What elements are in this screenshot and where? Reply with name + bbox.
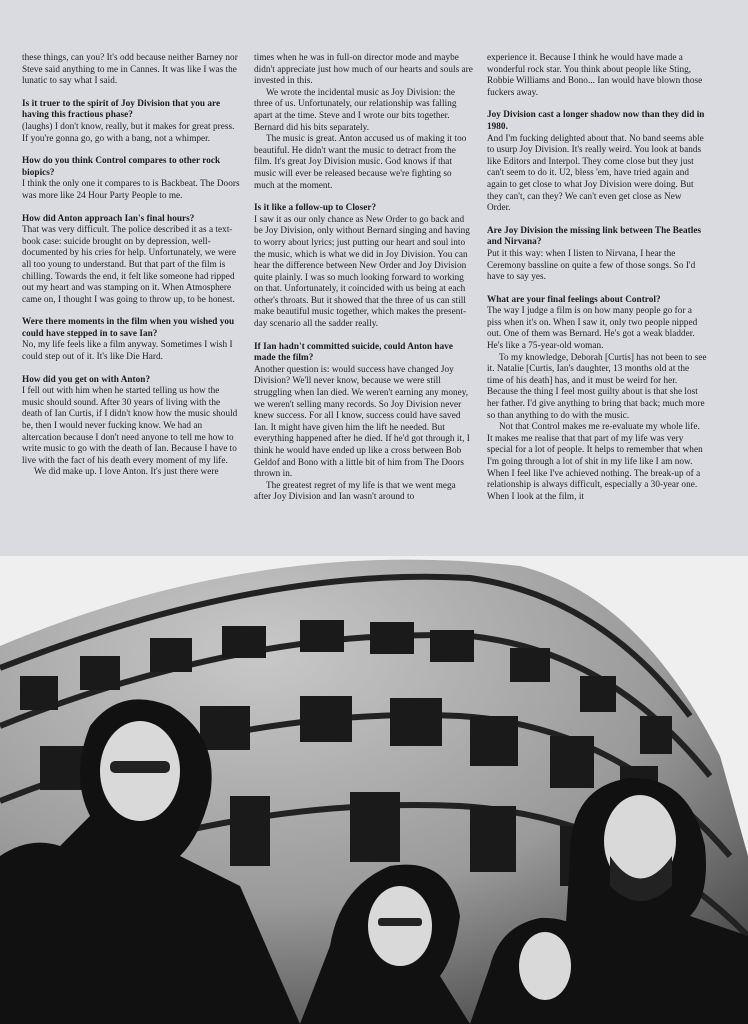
interview-answer: Put it this way: when I listen to Nirvana, I hear the Ceremony bassline on quite a few of those songs. So I'd have to say yes.: [487, 247, 696, 282]
interview-question: Is it like a follow-up to Closer?: [254, 202, 377, 213]
interview-question: Are Joy Division the missing link between The Beatles and Nirvana?: [487, 224, 702, 247]
article-column-3: [487, 52, 707, 502]
interview-answer: Another question is: would success have changed Joy Division? We'll never know, because we were still struggling when Ian died. We weren't earning any money, we weren't selling many records. So Joy Division never knew success. For all I know, success could have saved Ian. It might have given him the lift he needed. But everything happened after he died. If he'd got through it, I think he would have ended up like a cross between Bob Geldof and Bono with a little bit of him from The Doors thrown in.: [254, 363, 470, 479]
interview-answer: And I'm fucking delighted about that. No band seems able to usurp Joy Division. It's really weird. You look at bands like Editors and Interpol. They come close but they just can't seem to do it. U2, bless 'em, have tried again and again to get close to what Joy Division were doing. But they can't, can they? We can't even get close as New Order.: [487, 132, 704, 213]
interview-question: How did Anton approach Ian's final hours?: [22, 212, 195, 223]
interview-answer: We did make up. I love Anton. It's just there were: [34, 466, 219, 477]
interview-question: What are your final feelings about Control?: [487, 293, 661, 304]
interview-answer: No, my life feels like a film anyway. Sometimes I wish I could step out of it. It's like Die Hard.: [22, 339, 233, 362]
interview-answer: these things, can you? It's odd because neither Barney nor Steve said anything to me in Cannes. It was like I was the lunatic to say what I said.: [22, 52, 238, 86]
interview-answer: I saw it as our only chance as New Order to go back and be Joy Division, only without Bernard singing and having to worry about lyrics; just putting our heart and soul into the music, which is what we did in Joy Division. You can hear the difference between New Order and Joy Division quite plainly. I was so much looking forward to working on that. Unfortunately, it coincided with us being at each other's throats. But it showed that the three of us can still make beautiful music together, which makes the present-day scenario all the sadder really.: [254, 213, 470, 329]
interview-question: How do you think Control compares to other rock biopics?: [22, 155, 221, 177]
interview-question: Were there moments in the film when you wished you could have stepped in to save Ian?: [22, 316, 235, 338]
interview-answer: That was very difficult. The police described it as a text-book case: suicide brought on by depression, well-documented by his cries for help. Unfortunately, we were all too young to understand. But that part of the film is chilling. Towards the end, it felt like someone had ripped out my heart and was stamping on it. When Atmosphere came on, I thought I was going to throw up, to be honest.: [22, 224, 236, 304]
interview-answer: We wrote the incidental music as Joy Division: the three of us. Unfortunately, our relationship was falling apart at the time. Steve and I wrote our bits together. Bernard did his bits separately.: [254, 86, 457, 132]
interview-answer: I think the only one it compares to is Backbeat. The Doors was more like 24 Hour Party People to me.: [22, 178, 240, 200]
interview-answer: The greatest regret of my life is that we went mega after Joy Division and Ian wasn't around to: [254, 479, 456, 502]
interview-answer: Not that Control makes me re-evaluate my whole life. It makes me realise that that part of my life was very special for a lot of people. It helps to remember that when I'm going through a lot of shit in my life like I am now. When I feel like I've achieved nothing. The break-up of a relationship is always difficult, especially a 30-year one. When I look at the film, it: [487, 421, 703, 501]
interview-question: Is it truer to the spirit of Joy Division that you are having this fractious phase?: [22, 97, 221, 120]
interview-question: If Ian hadn't committed suicide, could Anton have made the film?: [254, 340, 453, 363]
band-photo-image: [0, 556, 748, 1024]
interview-answer: The music is great. Anton accused us of making it too beautiful. He didn't want the music to detract from the film. It's great Joy Division music. God knows if that music will ever be released because we're fighting so much at the moment.: [254, 133, 467, 190]
interview-answer: experience it. Because I think he would have made a wonderful rock star. You think about people like Sting, Robbie Williams and Bono... Ian would have blown those fuckers away.: [487, 52, 703, 97]
interview-answer: To my knowledge, Deborah [Curtis] has not been to see it. Natalie [Curtis, Ian's daughter, 13 months old at the time of his death] has, and it must be weird for her. Because the thing I feel most guilty about is that she lost her father. I'd give anything to bring that back; much more so than anything to do with the music.: [487, 351, 707, 420]
interview-answer: The way I judge a film is on how many people go for a piss when it's on. When I saw it, only two people nipped out. One of them was Bernard. He's got a weak bladder. He's like a 75-year-old woman.: [487, 305, 698, 351]
article-column-2: [254, 52, 474, 503]
band-photo: [0, 556, 748, 1024]
interview-answer: times when he was in full-on director mode and maybe didn't appreciate just how much of our hearts and souls are invested in this.: [254, 52, 473, 86]
interview-answer: (laughs) I don't know, really, but it makes for great press. If you're gonna go, go with a bang, not a whimper.: [22, 120, 235, 143]
interview-answer: I fell out with him when he started telling us how the music should sound. After 30 years of living with the death of Ian Curtis, if I didn't know how the music should be, then I would never fucking know. We had an altercation because I don't need anyone to tell me how to write music to go with the death of Ian. Because I have to live with the fact of his death every moment of my life.: [22, 385, 238, 465]
interview-question: Joy Division cast a longer shadow now than they did in 1980.: [487, 109, 705, 131]
interview-question: How did you get on with Anton?: [22, 373, 151, 384]
article-column-1: [22, 52, 242, 478]
